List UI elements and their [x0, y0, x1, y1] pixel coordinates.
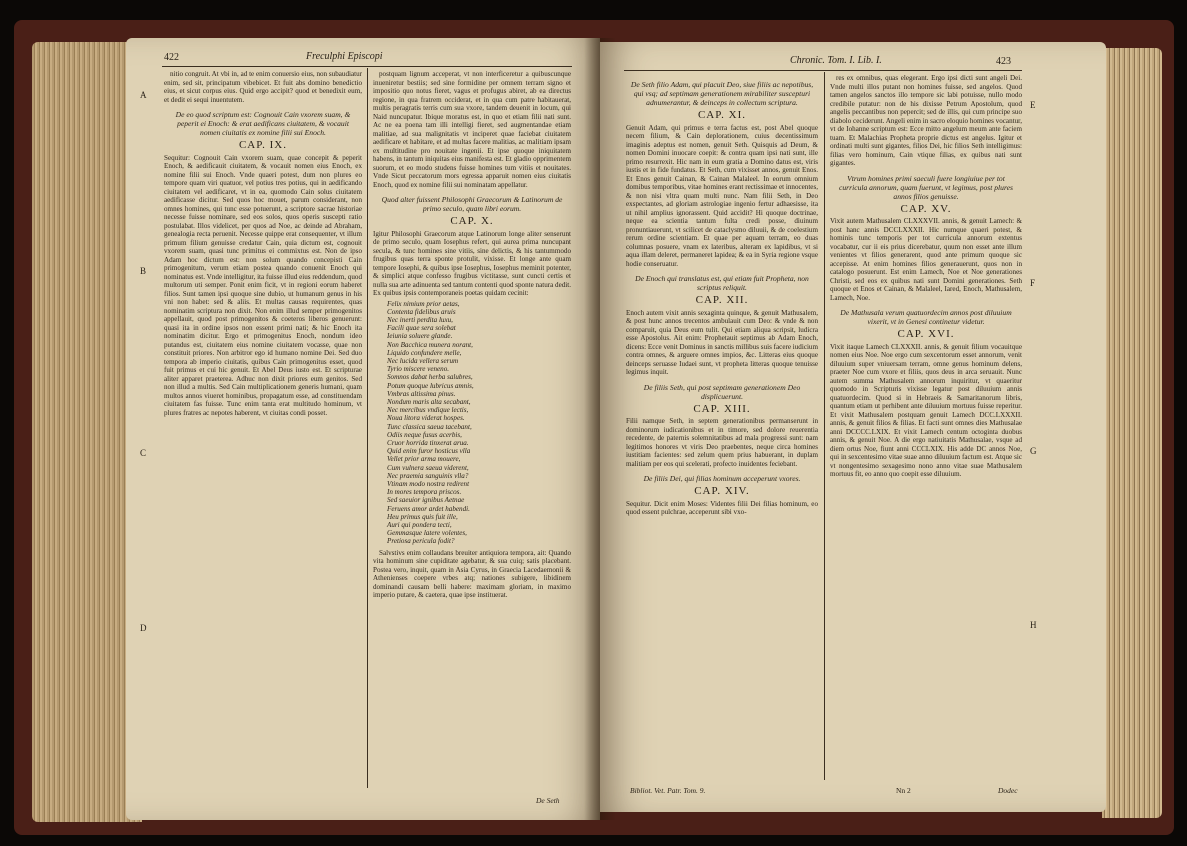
- paragraph: Enoch autem vixit annis sexaginta quinque, & genuit Mathusalem, & post hunc annos trecentos ambulauit cum Deo: & vnde & non comparuit, quia Deus eum tulit. Qui etiam aliqua scripsit, ludicra esse Apostolus. Ait enim: Prophetauit septimus ab Adam Enoch, dicens: Ecce venit Dominus in sanctis millibus suis facere iudicium contra omnes, & arguere omnes impios, &c. Litteras eius quoque deinceps seruasse Iudaei sunt, vt propheta litteras quoque tenuisse legimus inquit.: [626, 308, 818, 376]
- paragraph: Sequitur: Cognouit Cain vxorem suam, quae concepit & peperit Enoch, & aedificauit ciuitatem, & vocauit nomen eius Enoch, ex nomine filii sui Enoch. Vnde quaeri potest, dum non plures eo tempore quam viri quatuor, vel potius tres potius, qui in aedificando ciuitatem vel aedificaret, vt in ea, quomodo Cain solus ciuitatem aedificasse dicitur. Sed quos hoc mouet, parum considerant, non omnes homines, qui tunc esse potuerunt, a scriptore sacrae historiae necesse fuisse nominare, sed eos solos, quos operis suscepti ratio postulabat. Illos videlicet, per quos ad Noe, ac deinde ad Abraham, genealogia recta peruenit. Necesse quippe erat consequenter, vt illum primum filium genuisse credatur Cain, quia dictum est, cognouit vxorem suam, quasi tunc primitus ei commixtus est. Non de ipso Adam hoc dictum est: non solum quando concepisti Cain primogenitum, verum etiam postea quando conuenit Enoch qui nominatus est. Vnde intelligitur, ita fuisse illud eius reddendum, quod multorum uti semper. Ponit enim ficit, vt in regioni eorum haberet filios. Sunt tamen ipsi quoque sine dubio, ut humanum genus in his vni non habet: sed & aliis. Et multas causas requirentes, quas nominatim scriptura non dixit. Non enim illud semper primogenitos appellauit, quod post primogenitos & coeteros liberos genuerunt: quasi ita in ordine ipsos non essent primi nati; & hic Enoch ita nominatim dicitur. Ergo et primogenitus Enoch, nondum ideo putandus est, ciuitatem eius nomine ciuitatem vocasse, quae non constituit priores. Non arbitror ego id humano nomine Dei. Sed duo tempora ab imperio ciuitatis, quibus Cain primogenitus esset, quod fuit primus et cui hic genuit. Et Abel Deus iusto est. Et scripturae aliter apparet praeterea. Adhuc non dixit priores eum genitos. Sed non illud a multis. Sed Cain multiplicationem generis humani, quam multos annos viueret hominibus, propagatum esse, ad constituendam ciuitatem fas fuisse. Tunc enim tanta erat multitudo hominum, vt plures fratres ac nepotes haberent, vt ciuitas condi posset.: [164, 153, 362, 417]
- chapter-title: De Mathusala verum quatuordecim annos post diluuium vixerit, vt in Genesi continetur videtur.: [840, 308, 1012, 326]
- left-page-column-2: [373, 70, 571, 790]
- margin-letter-a: A: [140, 90, 147, 100]
- verse-line: Tunc classica saeua tacebant,: [387, 422, 472, 431]
- signature-mark: Nn 2: [896, 786, 911, 795]
- chapter-title: De eo quod scriptum est: Cognouit Cain vxorem suam, & peperit ei Enoch: & erat aedificans ciuitatem, & vocauit nomen ciuitatis ex nomine filii sui Enoch.: [175, 110, 351, 137]
- column-divider-left: [367, 68, 368, 788]
- chapter-title: De Enoch qui translatus est, qui etiam fuit Propheta, non scriptus reliquit.: [635, 274, 809, 292]
- running-head-left: Freculphi Episcopi: [306, 51, 383, 62]
- verse-line: Noua litora viderat hospes.: [387, 414, 465, 423]
- verse-line: Vmbras altissima pinus.: [387, 389, 456, 398]
- verse-line: Nec inerti perdita luxu,: [387, 315, 453, 324]
- chapter-title: Vtrum homines primi saeculi fuere longiuiue per tot curricula annorum, quam fuerunt, vt legimus, post plures annos filios genuisse.: [839, 173, 1013, 201]
- catchword-left: De Seth: [536, 796, 560, 805]
- paragraph: Vixit itaque Lamech CLXXXII. annis, & genuit filium vocauitque nomen eius Noe. Noe ergo cum sexcentorum esset annorum, venit diluuium super vniuersam terram, omne genus hominum delens, praeter Noe cum vxore et filiis, quos deus in arca seruauit. Nunc autem summa Mathusalem annorum inquiritur, vt quaeritur quomodo in Scripturis vixisse legatur post diluuium annis quatuordecim. Quod si in Hebraeis & Samaritanorum libris, quantum etiam ut perhibent ante diluuium mortuus fuisse reperitur. Et vixit Mathusalem postquam genuit Lamech DCC.LXXXII. annis, & genuit filios & filias. Et facti sunt omnes dies Mathusalae anni DCCCC.LXIX. Et vixit Lamech centum octoginta duobus annis, & genuit Noe. A die ergo natiuitatis Mathusalae, vsque ad diem ortus Noe, fiunt anni CCCLXIX. His adde DC annos Noe, qui in sexcentesimo vitae suae anno diluuium factum est. Atque sic vt nongentesimo sexagesimo nono anno vitae suae Mathusalem mortuus fit, eo anno quo coepit esse diluuium.: [830, 342, 1022, 478]
- verse-line: Somnos dabat herba salubres,: [387, 373, 473, 382]
- verse-line: Felix nimium prior aetas,: [387, 299, 460, 308]
- margin-letter-c: C: [140, 448, 147, 458]
- open-book: [14, 20, 1174, 835]
- margin-letter-f: F: [1030, 278, 1036, 288]
- right-page-column-1: [626, 74, 818, 780]
- column-divider-right: [824, 72, 825, 780]
- chapter-heading: CAP. XIV.: [694, 485, 750, 497]
- margin-letter-e: E: [1030, 100, 1036, 110]
- chapter-title: De Seth filio Adam, qui placuit Deo, siue filiis ac nepotibus, qui vsq; ad septimam generationem mirabiliter suscepturi adnumerantur, & deinceps in collectum scriptura.: [630, 80, 814, 107]
- paragraph: Vixit autem Mathusalem CLXXXVII. annis, & genuit Lamech: & post hanc annis DCCLXXXII. Hic numque quaeri potest, & hominis tunc temporis per tot curricula annorum extentus vocabatur, cur ii eis prius dicerebatur, quum non esset ante illum venientes vt filios generarent, quod ante primum quoque sic accepisse. At enim homines filios generauerunt, quos non in catalogo posuerunt. Est enim Lamech, Noe et Noe generationes Christi, sed eos ex quibus nati sunt Domini generationes. Seth quoque et Enos et Cainan, & Malaleel, Iared, Enoch, Mathusalem, Lamech, Noe.: [830, 217, 1022, 302]
- catchword-right: Dodec: [998, 786, 1018, 795]
- poem: [373, 300, 571, 546]
- margin-letter-d: D: [140, 623, 147, 633]
- chapter-title: Quod alter fuissent Philosophi Graecorum & Latinorum de primo seculo, quam libri eorum.: [381, 195, 563, 213]
- verse-line: Contenta fidelibus aruis: [387, 307, 456, 316]
- right-page: [600, 42, 1106, 812]
- verse-line: Nondum maris alta secabant,: [387, 397, 471, 406]
- paragraph: Salvstivs enim collaudans breuiter antiquiora tempora, ait: Quando vita hominum sine cupiditate agebatur, & sua cuiq; satis placebant. Postea vero, inquit, quam in Asia Cyrus, in Graecia Lacedaemonii & Athenienses coepere vrbes atq; nationes subigere, libidinem dominandi causam belli habere: maximam gloriam, in maximo imperio putare, & caetera, quae ipse instituerat.: [373, 548, 571, 600]
- verse-line: Nec lucida vellera serum: [387, 356, 459, 365]
- page-number-right: 423: [996, 56, 1011, 67]
- verse-line: Vtinam modo nostra redirent: [387, 479, 470, 488]
- paragraph: postquam lignum acceperat, vt non interficeretur a quibuscunque inueniretur bestiis; sed sine formidine per omnem terram signo et impositio quo notus fieret, vagus et profugus abiret, ab ea directus regione, in qua fratrem occiderat, et in qua cum patre habitauerat, multis peragratis terris cum sua vxore, tandem deuenit in locum, qui Naid nuncupatur. Ibique moratus est, in quo et etiam filii nati sunt. Ac ne ea poena tam illi intelligi fieret, sed augmentandae etiam malitiae, ad sua malignitatis vt inciperet quae faciebat ciuitatem aedificare et habitare, et ad multas facere malitias, ac malitiam ipsam ex multitudine pro nouitate ingenii. Et ipse quoque iniquitatem habens, in tantum iniquitas eius manifesta est. Et gladio opprimentem suorum, et eo modo studens fuisse homines tum vitiis et nouitates. Vnde Sicut peccatorum mors egressa apparuit nomen eius ciuitatis Enoch, quod ex nomine filii sui nominatam appellatur.: [373, 70, 571, 189]
- verse-line: Sed saeuior ignibus Aetnae: [387, 496, 465, 505]
- verse-line: Nec praemia sanguinis vlla?: [387, 471, 469, 480]
- header-rule-right: [624, 70, 1022, 71]
- left-page-column-1: [164, 70, 362, 790]
- verse-line: Auri qui pondera tecti,: [387, 520, 452, 529]
- chapter-title: De filiis Dei, qui filias hominum acceperunt vxores.: [643, 474, 801, 483]
- verse-line: Tyrio miscere veneno.: [387, 365, 450, 374]
- chapter-heading: CAP. XV.: [900, 202, 952, 215]
- verse-line: Heu primus quis fuit ille,: [387, 512, 458, 521]
- chapter-heading: CAP. XI.: [697, 109, 747, 121]
- right-page-edges: [1102, 48, 1162, 818]
- paragraph: Sequitur. Dicit enim Moses: Videntes filii Dei filias hominum, eo quod essent pulchrae, acceperunt sibi vxo-: [626, 499, 818, 516]
- verse-line: Odiis neque fusus acerbis,: [387, 430, 462, 439]
- chapter-heading: CAP. X.: [450, 215, 494, 227]
- verse-line: Non Bacchica munera norant,: [387, 340, 473, 349]
- paragraph: Genuit Adam, qui primus e terra factus est, post Abel quoque necem filium, & Cain deplorationem, cuius decentissimum imaginis adeptus est nomen, genuit Seth. Quisquis ad Deum, & nomen Domini inuocare coepit: & contra quam ipsi nati sunt, ille primo resurrexit. Hic nam in eum gratia a Domino datus est, viris iustis et in fide fundatus. Et Seth, cum vixisset annos, genuit Enos. Et Enos genuit Cainan, & Cainan Malaleel. In eorum omnium domibus temporibus, vitae homines erant rectissimae et innocentes, & non nisi vltra quam multi nunc. Nam filii Seth, in Deo exspectantes, ad gloriam astrologiae ingenio fertur adhaesisse, ita ut nihil amplius ignorassent. Quid accidit? Hi quoque doctrinae, neque ea scientia tantum fulta credi posse, diuinum pronuntiauerunt, vt scilicet de cataclysmo diluuii, & de coelestium rerum ordine scientiam. Et quae per aquam terram, eo duas columnas posuere, vnam ex lateribus, alteram ex lapidibus, vt si aqua illam deleret, permaneret lapidea; & ea in Syria regione vsque hodie conseruatur.: [626, 123, 818, 268]
- page-number-left: 422: [164, 52, 179, 63]
- verse-line: Pretiosa pericula fodit?: [387, 537, 455, 546]
- running-head-right: Chronic. Tom. I. Lib. I.: [790, 55, 882, 66]
- verse-line: Facili quae sera solebat: [387, 324, 456, 333]
- chapter-heading: CAP. IX.: [238, 139, 288, 151]
- verse-line: Nec mercibus vndique lectis,: [387, 406, 469, 415]
- chapter-heading: CAP. XII.: [695, 294, 749, 306]
- verse-line: Cruor horrida tinxerat arua.: [387, 438, 469, 447]
- header-rule-left: [162, 66, 572, 67]
- right-page-column-2: [830, 74, 1022, 780]
- margin-letter-g: G: [1030, 446, 1037, 456]
- signature-line: Bibliot. Vet. Patr. Tom. 9.: [630, 786, 706, 795]
- verse-line: Feruens amor ardet habendi.: [387, 504, 470, 513]
- verse-line: Cum vulnera saeua viderent,: [387, 463, 469, 472]
- chapter-heading: CAP. XIII.: [693, 402, 751, 415]
- verse-line: Potum quoque lubricus amnis,: [387, 381, 474, 390]
- margin-letter-h: H: [1030, 620, 1037, 630]
- verse-line: Vellet prior arma mouere,: [387, 455, 461, 464]
- paragraph: res ex omnibus, quas elegerant. Ergo ipsi dicti sunt angeli Dei. Vnde multi illos putant non homines fuisse, sed angelos. Quod tamen angelos sanctos illo tempore sic labi potuisse, nullo modo credibile putatur: non de his dixisse Petrum Apostolum, quod angelis peccantibus non pepercit; sed de illis, qui cum principe suo diabolo ceciderunt. Angeli enim in sacro eloquio homines vocantur, vt de Iohanne scriptum est: Ecce mitto angelum meum ante faciem tuam. Et Malachias Propheta proprie dictus est angelus. Igitur et ordinati multi sunt gigantes, filios Dei, hic filios Seth intelligimus: filias vero hominum, Cain vtique filias, ex quibus nati sunt gigantes.: [830, 74, 1022, 167]
- verse-line: Liquido confundere melle,: [387, 348, 462, 357]
- left-page: [126, 38, 600, 820]
- verse-line: Quid enim furor hosticus vlla: [387, 447, 471, 456]
- margin-letter-b: B: [140, 266, 147, 276]
- verse-line: In mores tempora priscos.: [387, 488, 462, 497]
- verse-line: Gemmasque latere volentes,: [387, 529, 467, 538]
- chapter-heading: CAP. XVI.: [897, 328, 955, 340]
- paragraph: nitio congruit. At vbi in, ad te enim conuersio eius, non subaudiatur enim, sed sit, principatum vibebicet. Et fuit abs domino benedictio eius, et sicut corpus eius. Quid ergo accipit? quod et benedixit eum, et dedit ei sequi inuentutem.: [164, 70, 362, 104]
- paragraph: Igitur Philosophi Graecorum atque Latinorum longe aliter senserunt de primo seculo, quam Iosephus refert, qui aurea prima nuncupant secula, & tunc homines sine vitiis, sine delictis, & his tantummodo frugibus quas terra sponte protulit, vixisse. Et longe ante quam tempore Iosephi, & quibus ipse Iosephus, Iosephus meminit potenter, & simplici atque confesso frugibus victitasse, sunt cuncti certis et nulla sua arte adinuenta sed tantum contenti quod sponte natura dedit. Ex quibus ipsis contemporaneis poetas quidam cecinit:: [373, 229, 571, 297]
- chapter-title: De filiis Seth, qui post septimam generationem Deo displicuerunt.: [643, 382, 801, 401]
- verse-line: Ieiunia soluere glande.: [387, 332, 453, 341]
- paragraph: Filii namque Seth, in septem generationibus permanserunt in dominorum iudicationibus et in timore, sed dolore reuerentia recedente, de paternis solemnitatibus ad mala progressi sunt: nam legitimos honores vt viris Deo praebentes, neque circa homines iustitiam facientes: sed zelum quem prius habuerant, in duplam malitiam per eos qui scelerati, profecto inuidentes feciebant.: [626, 417, 818, 468]
